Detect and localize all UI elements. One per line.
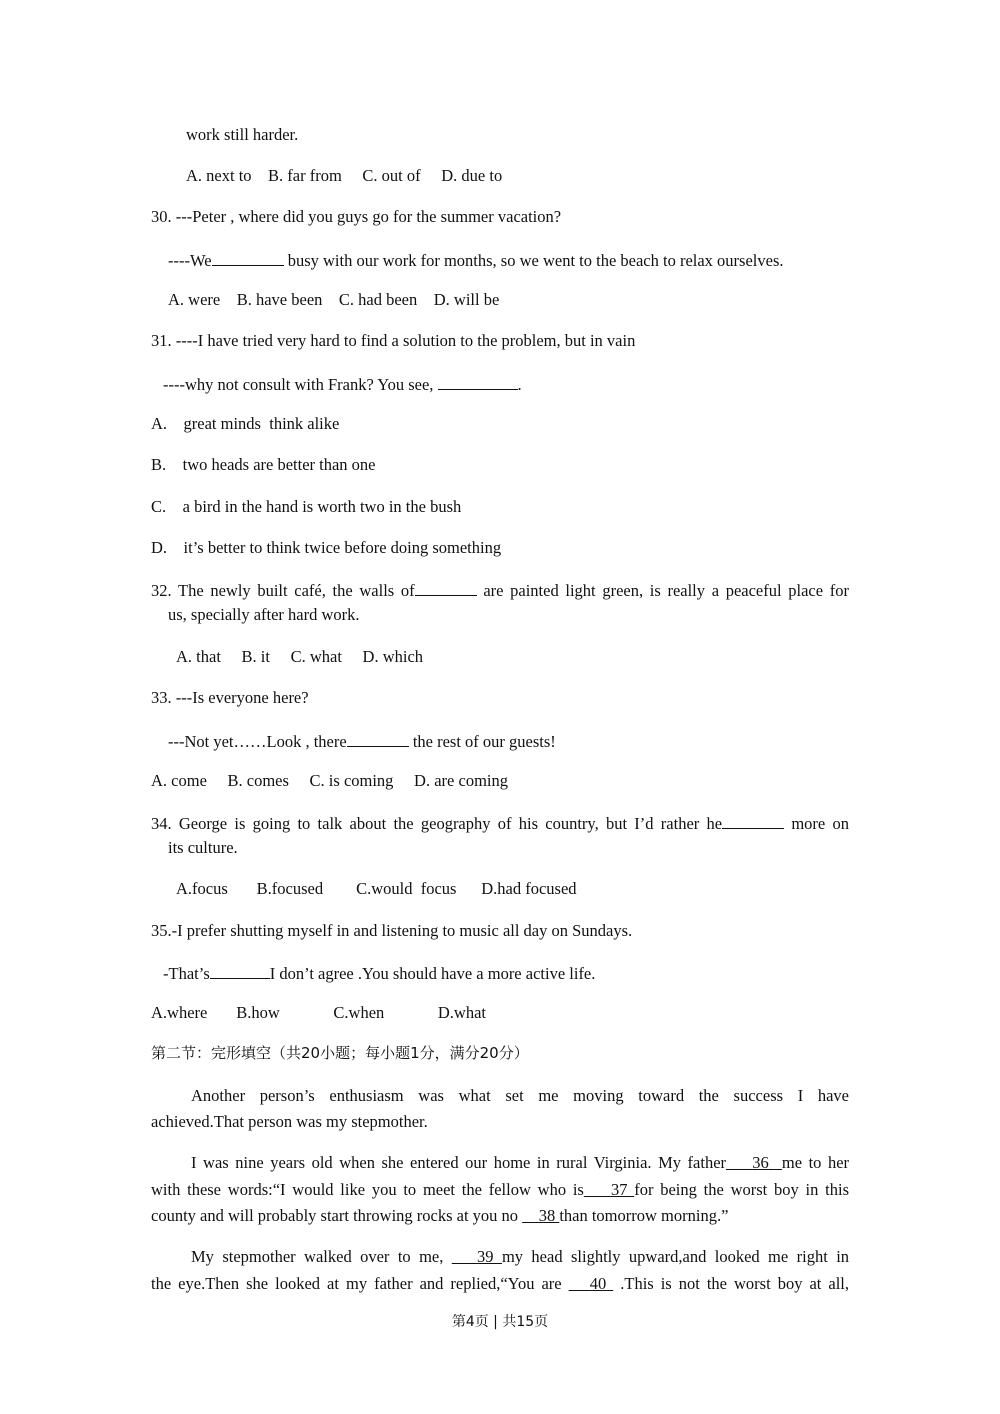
- blank-number: 36: [752, 1153, 769, 1172]
- options-line: [186, 168, 502, 185]
- blank-38: [522, 1206, 559, 1225]
- blank-number: 38: [538, 1206, 556, 1225]
- line-text: B. two heads are better than one: [151, 455, 376, 474]
- question-35: [151, 923, 632, 940]
- line-text: D. it’s better to think twice before doing something: [151, 538, 502, 557]
- option-b: [151, 457, 376, 474]
- line-text: A.where B.how C.when D.what: [151, 1003, 487, 1022]
- line-text: ----why not consult with Frank? You see,: [163, 375, 438, 394]
- options-line: [176, 881, 577, 898]
- text-line: [168, 607, 360, 624]
- line-text: more on: [784, 814, 849, 833]
- blank-40: [569, 1274, 614, 1293]
- options-line: [176, 649, 423, 666]
- question-34: [151, 814, 849, 833]
- line-text: the rest of our guests!: [408, 732, 556, 751]
- text-line: [168, 840, 238, 857]
- option-c: [151, 499, 461, 516]
- options-line: [151, 1005, 486, 1022]
- line-text: for being the worst boy in this: [634, 1180, 849, 1199]
- line-text: its culture.: [168, 838, 238, 857]
- passage-line: [151, 1182, 849, 1199]
- question-32: [151, 581, 849, 600]
- dialogue-line: [168, 251, 784, 270]
- answer-blank: [438, 375, 518, 390]
- line-text: are painted light green, is really a peaceful place for: [476, 581, 849, 600]
- line-text: 34. George is going to talk about the geography of his country, but I’d rather he: [151, 814, 723, 833]
- blank-number: 39: [477, 1247, 494, 1266]
- line-text: busy with our work for months, so we went to the beach to relax ourselves.: [283, 251, 784, 270]
- line-text: the eye.Then she looked at my father and replied,“You are: [151, 1274, 569, 1293]
- line-text: My stepmother walked over to me,: [191, 1247, 452, 1266]
- line-text: 30. ---Peter , where did you guys go for the summer vacation?: [151, 207, 562, 226]
- passage-line: [191, 1088, 849, 1105]
- line-text: with these words:“I would like you to meet the fellow who is: [151, 1180, 584, 1199]
- question-33: [151, 690, 309, 707]
- line-text: -That’s: [163, 964, 210, 983]
- line-text: me to her: [781, 1153, 850, 1172]
- passage-line: [151, 1114, 428, 1131]
- line-text: county and will probably start throwing rocks at you no: [151, 1206, 523, 1225]
- dialogue-line: [163, 964, 595, 983]
- line-text: 31. ----I have tried very hard to find a solution to the problem, but in vain: [151, 331, 636, 350]
- line-text: C. a bird in the hand is worth two in the bush: [151, 497, 462, 516]
- blank-39: [452, 1247, 502, 1266]
- text-line: [186, 127, 298, 144]
- blank-number: 40: [589, 1274, 607, 1293]
- answer-blank: [210, 964, 270, 979]
- line-text: 第二节：完形填空（共20小题；每小题1分，满分20分）: [151, 1044, 529, 1062]
- line-text: Another person’s enthusiasm was what set me moving toward the success I have: [191, 1086, 849, 1105]
- line-text: us, specially after hard work.: [168, 605, 360, 624]
- line-text: 32. The newly built café, the walls of: [151, 581, 415, 600]
- line-text: ---Not yet……Look , there: [168, 732, 347, 751]
- line-text: I was nine years old when she entered our home in rural Virginia. My father: [191, 1153, 727, 1172]
- page-footer: 第4页 | 共15页: [451, 1314, 549, 1330]
- dialogue-line: [163, 375, 522, 394]
- line-text: than tomorrow morning.”: [559, 1206, 729, 1225]
- line-text: work still harder.: [186, 125, 299, 144]
- answer-blank: [347, 732, 409, 747]
- line-text: .This is not the worst boy at all,: [613, 1274, 850, 1293]
- line-text: ----We: [168, 251, 212, 270]
- dialogue-line: [168, 732, 556, 751]
- line-text: 33. ---Is everyone here?: [151, 688, 309, 707]
- answer-blank: [212, 251, 284, 266]
- blank-number: 37: [610, 1180, 628, 1199]
- answer-blank: [415, 581, 477, 596]
- line-text: 35.-I prefer shutting myself in and listening to music all day on Sundays.: [151, 921, 633, 940]
- option-a: [151, 416, 339, 433]
- line-text: my head slightly upward,and looked me right in: [501, 1247, 850, 1266]
- line-text: A. next to B. far from C. out of D. due to: [186, 166, 503, 185]
- passage-line: [191, 1155, 849, 1172]
- blank-36: [726, 1153, 782, 1172]
- line-text: .: [517, 375, 522, 394]
- option-d: [151, 540, 501, 557]
- line-text: A. that B. it C. what D. which: [176, 647, 424, 666]
- line-text: achieved.That person was my stepmother.: [151, 1112, 428, 1131]
- line-text: A. great minds think alike: [151, 414, 340, 433]
- passage-line: [151, 1208, 728, 1225]
- line-text: A.focus B.focused C.would focus D.had focused: [176, 879, 577, 898]
- question-30: [151, 209, 561, 226]
- blank-37: [584, 1180, 634, 1199]
- answer-blank: [722, 814, 784, 829]
- section-heading: [151, 1046, 529, 1061]
- passage-line: [151, 1276, 849, 1293]
- passage-line: [191, 1249, 849, 1266]
- question-31: [151, 333, 635, 350]
- options-line: [168, 292, 499, 309]
- line-text: A. were B. have been C. had been D. will be: [168, 290, 500, 309]
- options-line: [151, 773, 508, 790]
- line-text: A. come B. comes C. is coming D. are coming: [151, 771, 508, 790]
- line-text: I don’t agree .You should have a more active life.: [269, 964, 596, 983]
